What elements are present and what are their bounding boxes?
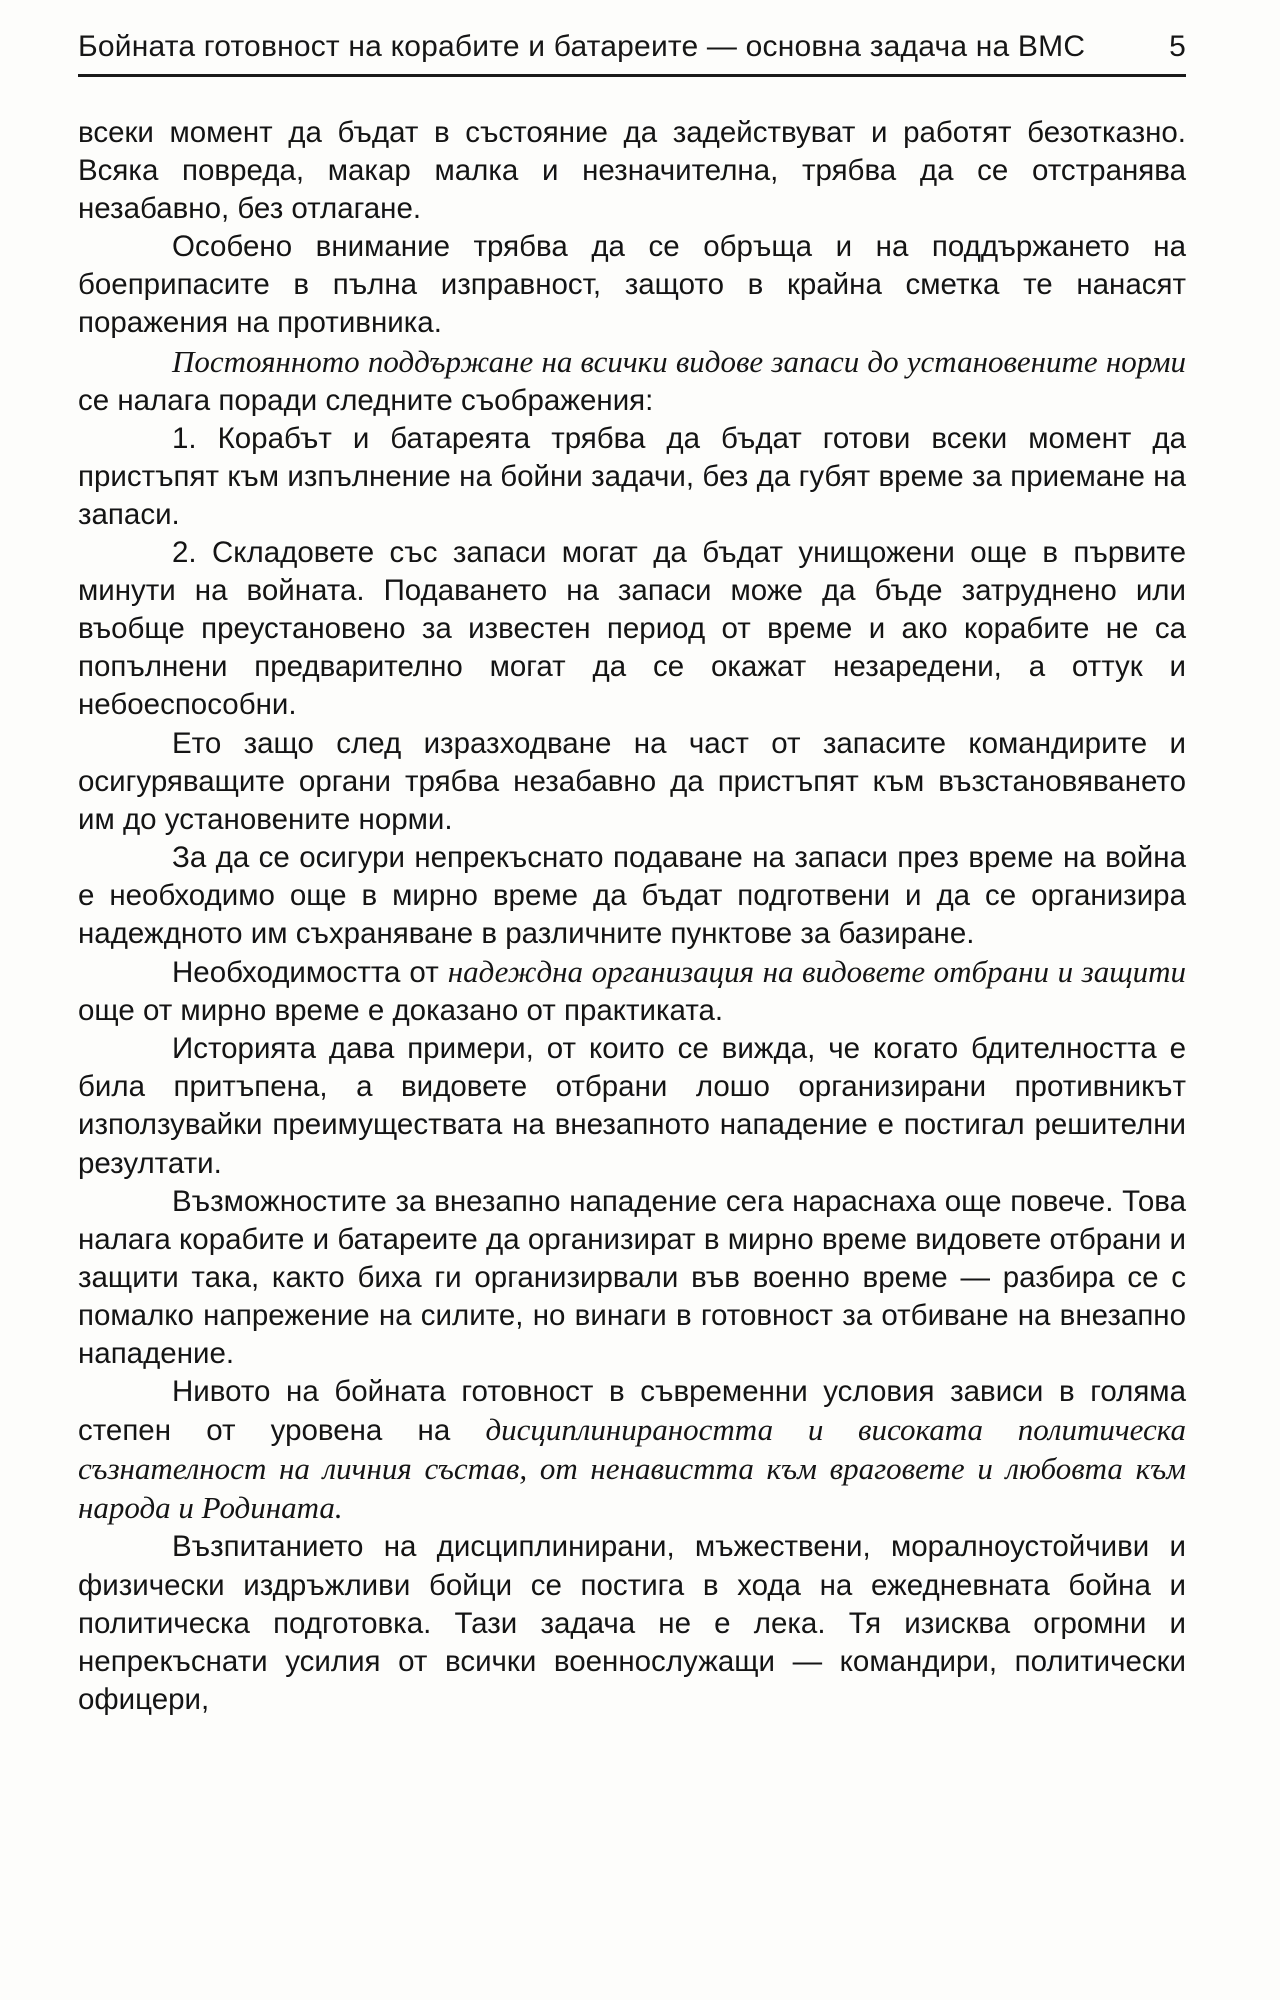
paragraph-text: Ето защо след изразходване на част от запасите командирите и осигуряващите органи трябва незабавно да пристъпят към възстановяването им до установените норми.: [78, 726, 1186, 836]
body-text: [78, 114, 1186, 1719]
paragraph-text: Възможностите за внезапно нападение сега нараснаха още повече. Това налага корабите и батареите да организират в мирно време видовете отбрани и защити така, както биха ги организирвали във военно време — разбира се с помалко напрежение на силите, но винаги в готовност за отбиване на внезапно нападение.: [78, 1184, 1186, 1370]
paragraph-text: 2. Складовете със запаси могат да бъдат унищожени още в първите минути на войната. Подаването на запаси може да бъде затруднено или въобще преустановено за известен период от време и ако корабите не са попълнени предварително могат да се окажат незаредени, а оттук и небоеспособни.: [78, 536, 1186, 722]
page-number: 5: [1169, 30, 1186, 63]
paragraph: [78, 343, 1186, 420]
header-rule: [78, 74, 1186, 77]
paragraph-list-item: [78, 534, 1186, 724]
paragraph-text: още от мирно време е доказано от практиката.: [78, 994, 724, 1028]
running-header: [78, 30, 1186, 64]
paragraph-text: се налага поради следните съображения:: [78, 383, 654, 417]
paragraph: [78, 1183, 1186, 1373]
paragraph-emphasis: дисциплинираността и високата политическа съзнателност на личния състав, от ненавистта към враговете и любовта към народа и Родината.: [78, 1412, 1187, 1526]
paragraph-emphasis: надеждна организация на видовете отбрани и защити: [447, 954, 1186, 990]
header-title: Бойната готовност на корабите и батареите — основна задача на ВМС: [78, 30, 1086, 63]
paragraph: [78, 1373, 1186, 1528]
paragraph-text: Възпитанието на дисциплинирани, мъжествени, моралноустойчиви и физически издръжливи бойци се постига в хода на ежедневната бойна и политическа подготовка. Тази задача не е лека. Тя изисква огромни и непрекъснати усилия от всички военнослужащи — командири, политически офицери,: [78, 1530, 1186, 1716]
paragraph-text: Историята дава примери, от които се вижда, че когато бдителността е била притъпена, а видовете отбрани лошо организирани противникът използувайки преимуществата на внезапното нападение е постигал решителни резултати.: [78, 1032, 1186, 1180]
paragraph: [78, 953, 1186, 1030]
paragraph: [78, 1528, 1186, 1718]
paragraph: [78, 1030, 1186, 1182]
paragraph: [78, 839, 1186, 953]
paragraph-text: Особено внимание трябва да се обръща и на поддържането на боеприпасите в пълна изправност, защото в крайна сметка те нанасят поражения на противника.: [78, 230, 1186, 340]
paragraph-lead: Необходимостта от: [172, 956, 448, 990]
paragraph-emphasis: Постоянното поддържане на всички видове запаси до установените норми: [172, 343, 1186, 379]
paragraph-list-item: [78, 420, 1186, 534]
paragraph: [78, 228, 1186, 342]
paragraph-text: 1. Корабът и батареята трябва да бъдат готови всеки момент да пристъпят към изпълнение на бойни задачи, без да губят време за приемане на запаси.: [78, 421, 1186, 531]
paragraph-text: всеки момент да бъдат в състояние да задействуват и работят безотказно. Всяка повреда, макар малка и незначителна, трябва да се отстранява незабавно, без отлагане.: [78, 116, 1186, 226]
paragraph-text: За да се осигури непрекъснато подаване на запаси през време на война е необходимо още в мирно време да бъдат подготвени и да се организира надеждното им съхраняване в различните пунктове за базиране.: [78, 840, 1186, 950]
paragraph: [78, 725, 1186, 839]
paragraph-continued: [78, 114, 1186, 228]
paragraph-lead: Нивото на бойната готовност в съвременни условия зависи в голяма степен от уровена на: [78, 1375, 1186, 1448]
